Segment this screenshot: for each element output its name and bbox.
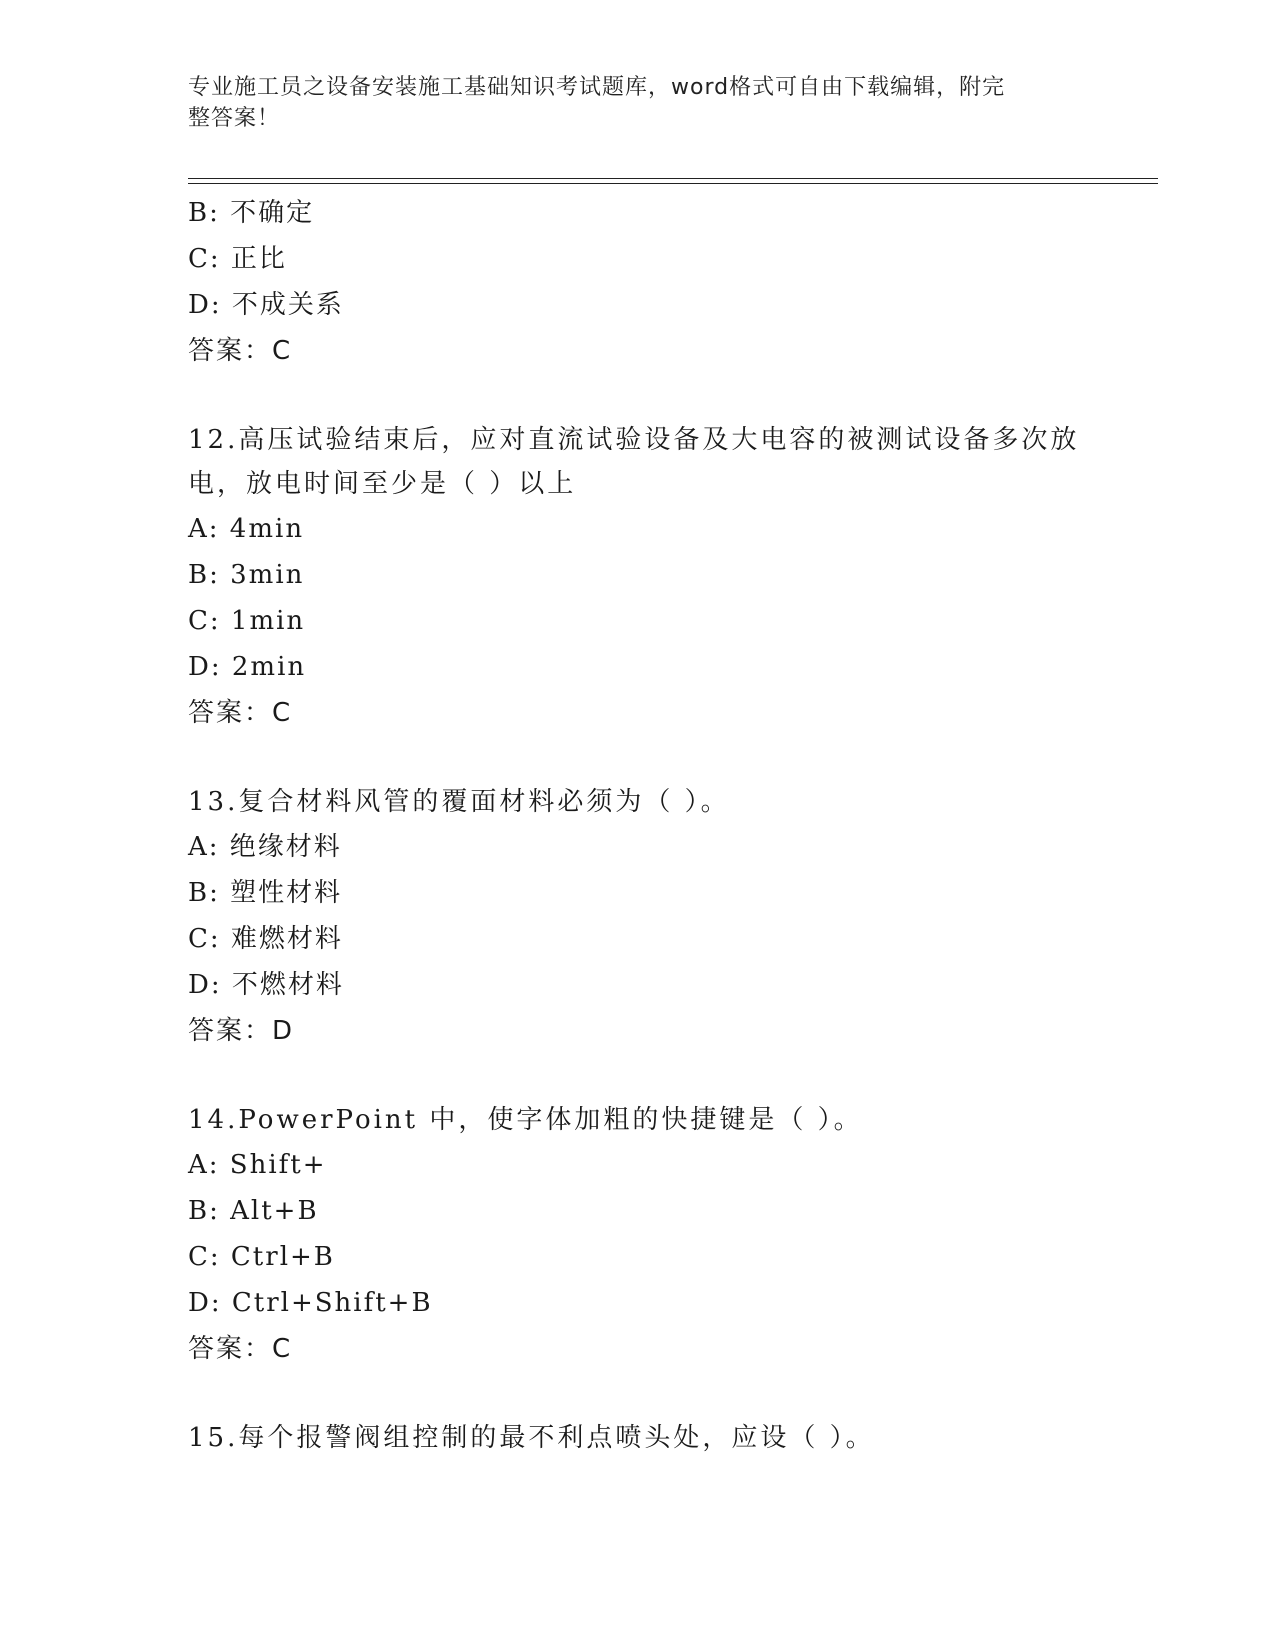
header-line-1: 专业施工员之设备安装施工基础知识考试题库，word格式可自由下载编辑，附完 [188,75,1006,100]
option-b: B: 3min [188,560,305,590]
question-text-line-1: 15.每个报警阀组控制的最不利点喷头处，应设（ ）。 [188,1423,875,1453]
question-13 [188,780,1088,1054]
question-text [188,418,1088,506]
option-d: D: 2min [188,652,307,682]
option-c: C: 难燃材料 [188,924,343,954]
answer-line: 答案：C [188,336,293,366]
header-divider-bottom [188,183,1158,184]
answer-line: 答案：C [188,1334,293,1364]
question-list [188,190,1088,1460]
question-12 [188,418,1088,736]
option-b: B: 不确定 [188,198,315,228]
option-c: C: 正比 [188,244,287,274]
question-11-tail [188,190,1088,374]
option-d: D: 不燃材料 [188,970,344,1000]
question-text-line-2: 电，放电时间至少是（ ）以上 [188,469,577,499]
option-b: B: 塑性材料 [188,878,343,908]
question-text-line-1: 13.复合材料风管的覆面材料必须为（ ）。 [188,787,730,817]
question-text-line-1: 14.PowerPoint 中，使字体加粗的快捷键是（ ）。 [188,1105,863,1135]
option-c: C: Ctrl+B [188,1242,335,1272]
question-text [188,1098,1088,1142]
question-15 [188,1416,1088,1460]
option-d: D: 不成关系 [188,290,344,320]
header-divider-top [188,178,1158,179]
question-text [188,1416,1088,1460]
option-a: A: Shift+ [188,1150,327,1180]
answer-line: 答案：C [188,698,293,728]
option-c: C: 1min [188,606,306,636]
option-b: B: Alt+B [188,1196,319,1226]
option-a: A: 4min [188,514,305,544]
option-a: A: 绝缘材料 [188,832,342,862]
question-14 [188,1098,1088,1372]
answer-line: 答案：D [188,1016,295,1046]
question-text-line-1: 12.高压试验结束后，应对直流试验设备及大电容的被测试设备多次放 [188,425,1080,455]
document-header [188,72,1068,134]
option-d: D: Ctrl+Shift+B [188,1288,433,1318]
header-line-2: 整答案！ [188,106,281,131]
question-text [188,780,1088,824]
